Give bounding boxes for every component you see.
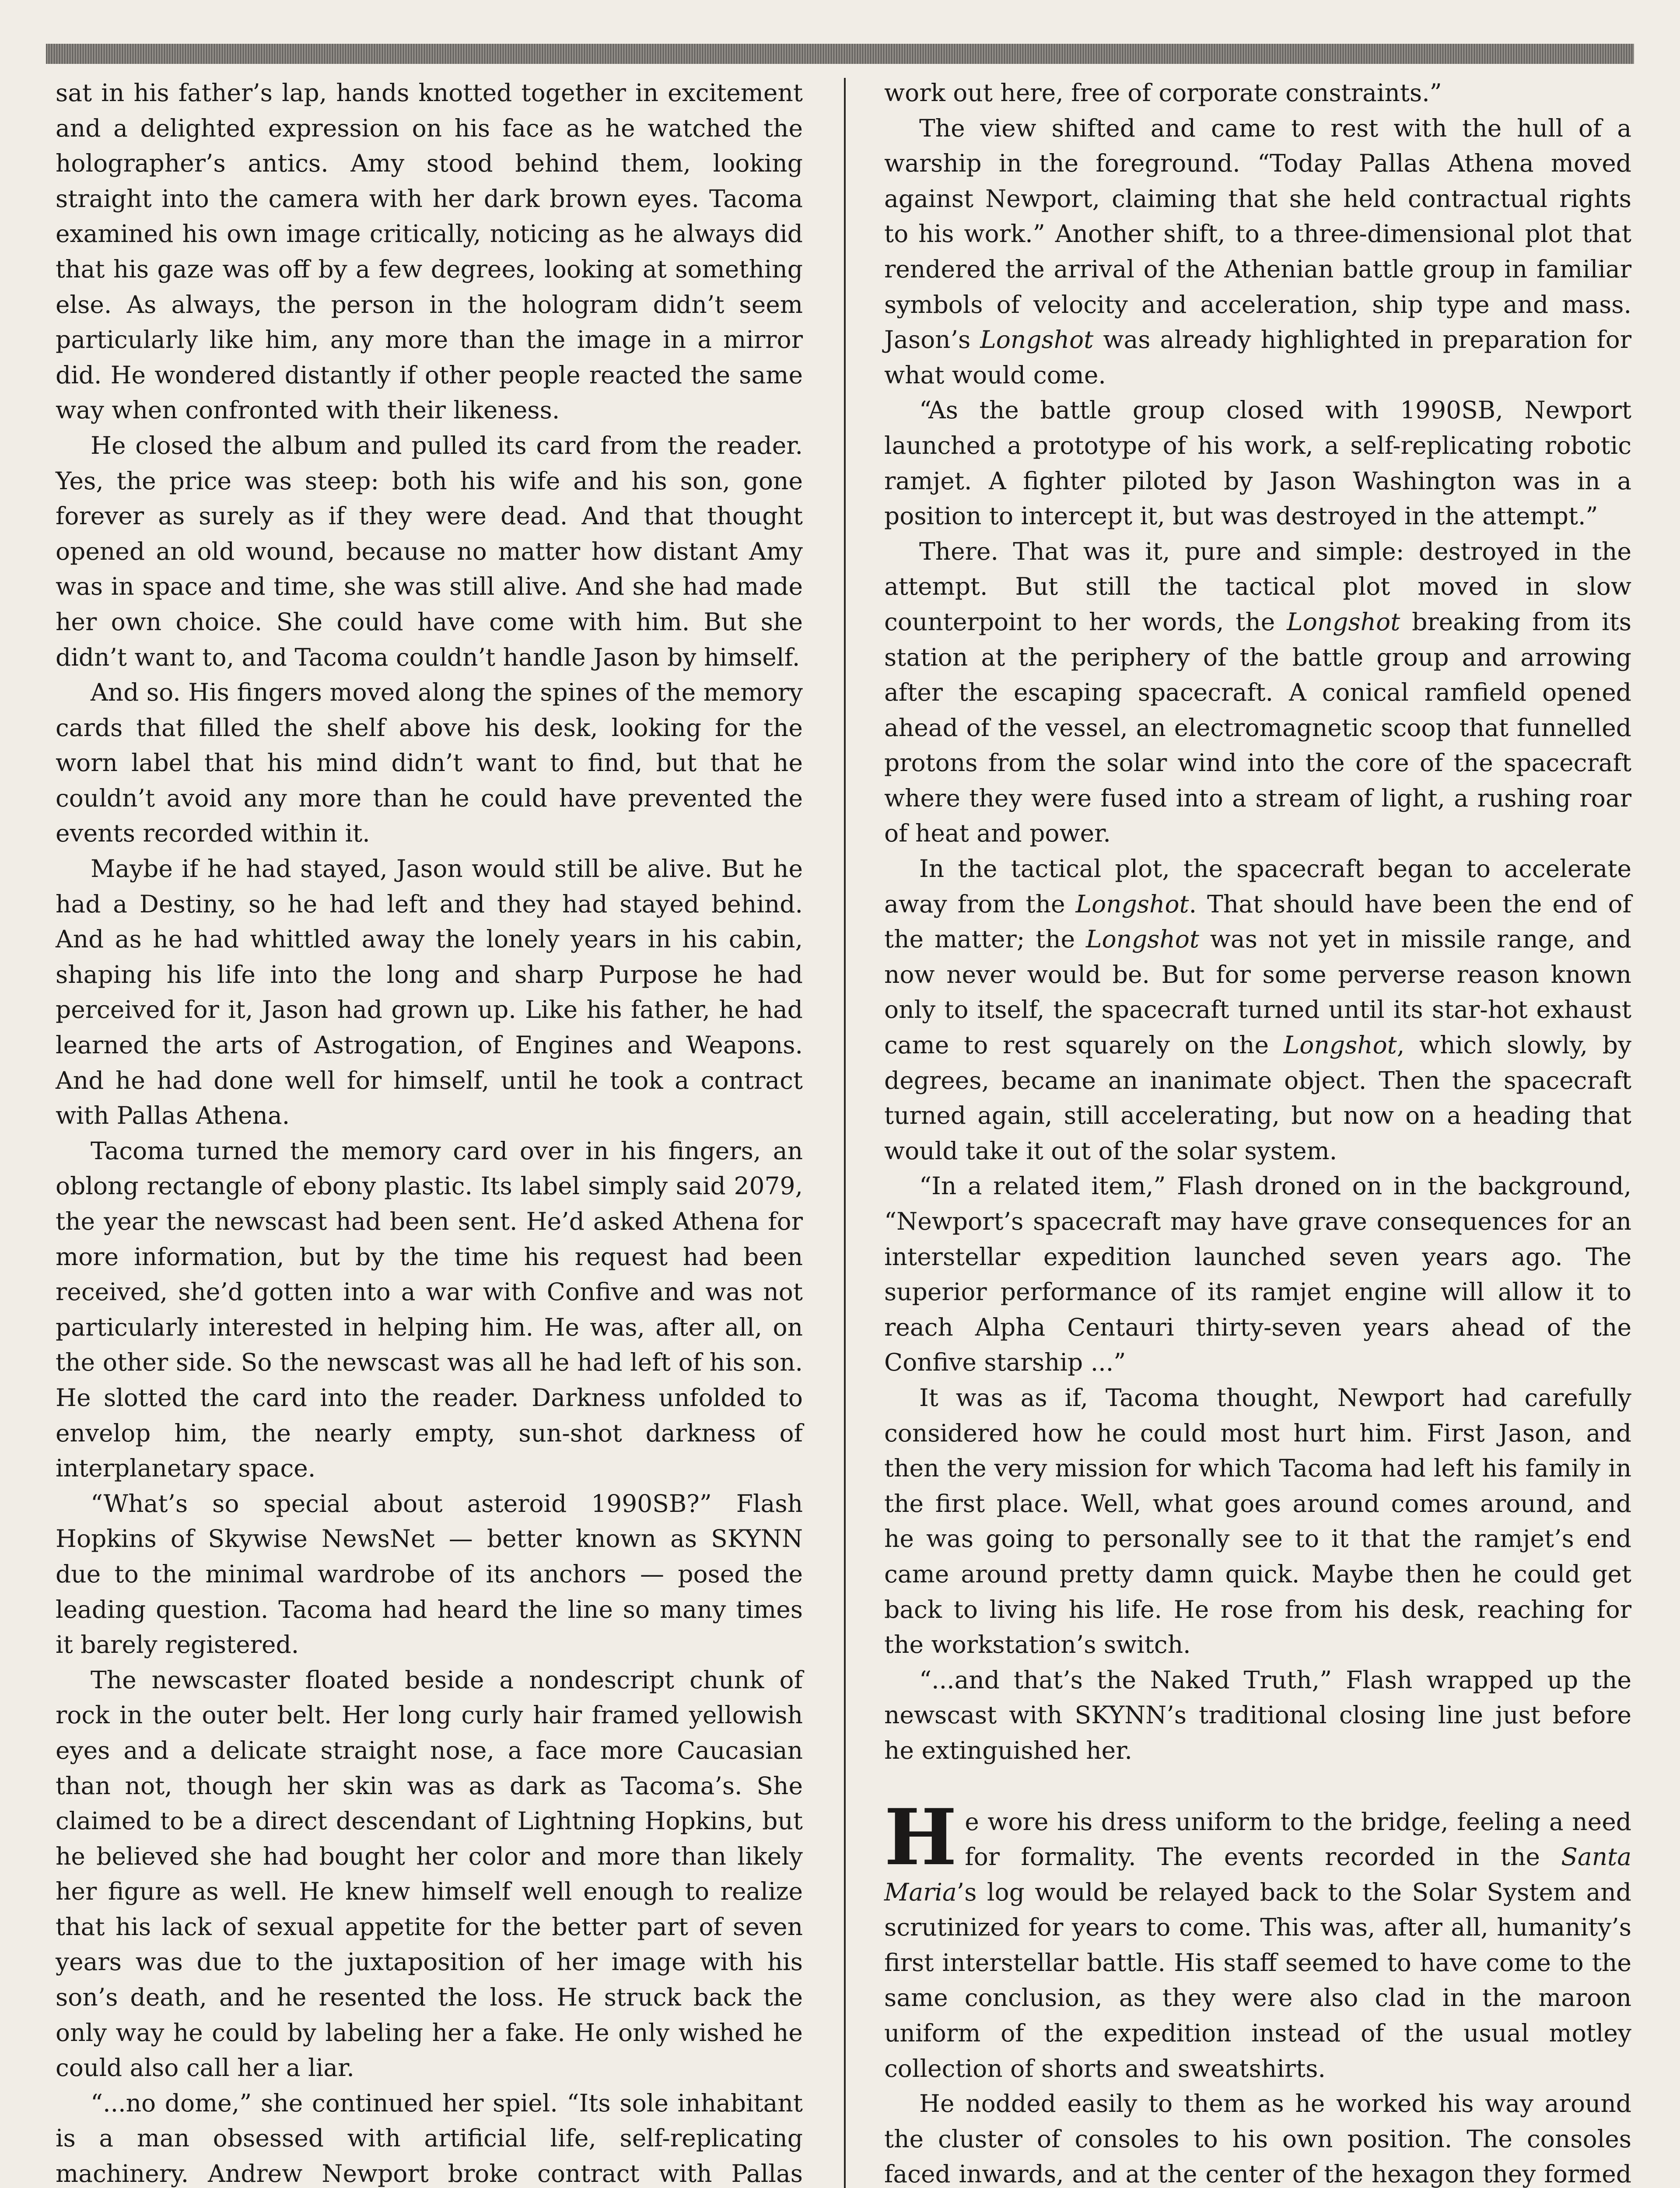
- ship-name: Longshot: [980, 326, 1094, 354]
- text-run: , which slowly, by degrees, became an inanimate object. Then the spacecraft turned again, still accelerating, but now on a heading that would take it out of the solar system.: [884, 1031, 1631, 1165]
- text-run: was already highlighted in preparation for what would come.: [884, 326, 1631, 389]
- header-rule: [46, 44, 1634, 64]
- text-run: . That should have been the end of the matter; the: [884, 890, 1631, 954]
- section-opening-paragraph: [884, 1792, 1631, 2086]
- paragraph: It was as if, Tacoma thought, Newport had carefully considered how he could most hurt him. First Jason, and then the very mission for which Tacoma had left his family in the first place. Well, what goes around comes around, and he was going to personally see to it that the ramjet’s end came around pretty damn quick. Maybe then he could get back to living his life. He rose from his desk, reaching for the workstation’s switch.: [884, 1383, 1631, 1659]
- paragraph: He nodded easily to them as he worked his way around the cluster of consoles to his own position. The consoles faced inwards, and at the center of the hexagon they formed: [884, 2090, 1631, 2188]
- paragraph: “...no dome,” she continued her spiel. “Its sole inhabitant is a man obsessed with artificial life, self-replicating machinery. Andrew Newport broke contract with Pallas: [56, 2089, 803, 2188]
- paragraph: work out here, free of corporate constraints.”: [884, 79, 1442, 107]
- drop-cap: H: [884, 1792, 957, 1883]
- text-run: was not yet in missile range, and now never would be. But for some perverse reason known only to itself, the spacecraft turned until its star-hot exhaust came to rest squarely on the: [884, 925, 1631, 1059]
- paragraph: [884, 851, 1631, 1168]
- ship-name: Longshot: [1085, 925, 1200, 954]
- text-run: There. That was it, pure and simple: destroyed in the attempt. But still the tactical plot moved in slow counterpoint to her words, the: [884, 537, 1631, 636]
- text-run: breaking from its station at the periphery of the battle group and arrowing after the escaping spacecraft. A conical ramfield opened ahead of the vessel, an electromagnetic scoop that funnelled protons from the solar wind into the core of the spacecraft where they were fused into a stream of light, a rushing roar of heat and power.: [884, 607, 1631, 848]
- paragraph: [884, 111, 1631, 393]
- paragraph: “In a related item,” Flash droned on in the background, “Newport’s spacecraft may have grave consequences for an interstellar expedition launched seven years ago. The superior performance of its ramjet engine will allow it to reach Alpha Centauri thirty-seven years ahead of the Confive starship ...”: [884, 1172, 1631, 1377]
- paragraph: And so. His fingers moved along the spines of the memory cards that filled the shelf above his desk, looking for the worn label that his mind didn’t want to find, but that he couldn’t avoid any more than he could have prevented the events recorded within it.: [56, 678, 803, 848]
- ship-name: Longshot: [1075, 890, 1189, 918]
- text-run: e wore his dress uniform to the bridge, feeling a need for formality. The events recorded in the: [965, 1807, 1631, 1871]
- paragraph: [884, 534, 1631, 851]
- text-run: In the tactical plot, the spacecraft began to accelerate away from the: [884, 855, 1631, 918]
- paragraph: “As the battle group closed with 1990SB, Newport launched a prototype of his work, a self-replicating robotic ramjet. A fighter piloted by Jason Washington was in a position to intercept it, but was destroyed in the attempt.”: [884, 396, 1631, 530]
- paragraph: “What’s so special about asteroid 1990SB?” Flash Hopkins of Skywise NewsNet — better known as SKYNN due to the minimal wardrobe of its anchors — posed the leading question. Tacoma had heard the line so many times it barely registered.: [56, 1489, 803, 1659]
- paragraph: sat in his father’s lap, hands knotted together in excitement and a delighted expression on his face as he watched the holographer’s antics. Amy stood behind them, looking straight into the camera with her dark brown eyes. Tacoma examined his own image critically, noticing as he always did that his gaze was off by a few degrees, looking at something else. As always, the person in the hologram didn’t seem particularly like him, any more than the image in a mirror did. He wondered distantly if other people reacted the same way when confronted with their likeness.: [56, 79, 803, 424]
- paragraph: “...and that’s the Naked Truth,” Flash wrapped up the newscast with SKYNN’s traditional closing line just before he extinguished her.: [884, 1666, 1631, 1764]
- column-divider: [844, 78, 846, 2188]
- paragraph: The newscaster floated beside a nondescript chunk of rock in the outer belt. Her long curly hair framed yellowish eyes and a delicate straight nose, a face more Caucasian than not, though her skin was as dark as Tacoma’s. She claimed to be a direct descendant of Lightning Hopkins, but he believed she had bought her color and more than likely her figure as well. He knew himself well enough to realize that his lack of sexual appetite for the better part of seven years was due to the juxtaposition of her image with his son’s death, and he resented the loss. He struck back the only way he could by labeling her a fake. He only wished he could also call her a liar.: [56, 1666, 803, 2082]
- text-run: The view shifted and came to rest with the hull of a warship in the foreground. “Today Pallas Athena moved against Newport, claiming that she held contractual rights to his work.” Another shift, to a three-dimensional plot that rendered the arrival of the Athenian battle group in familiar symbols of velocity and acceleration, ship type and mass. Jason’s: [884, 114, 1631, 354]
- ship-name: Longshot: [1283, 1031, 1397, 1059]
- paragraph: He closed the album and pulled its card from the reader. Yes, the price was steep: both his wife and his son, gone forever as surely as if they were dead. And that thought opened an old wound, because no matter how distant Amy was in space and time, she was still alive. And she had made her own choice. She could have come with him. But she didn’t want to, and Tacoma couldn’t handle Jason by himself.: [56, 431, 803, 671]
- text-run: ’s log would be relayed back to the Solar System and scrutinized for years to come. This was, after all, humanity’s first interstellar battle. His staff seemed to have come to the same conclusion, as they were also clad in the maroon uniform of the expedition instead of the usual motley collection of shorts and sweatshirts.: [884, 1878, 1631, 2083]
- ship-name: Santa Maria: [884, 1843, 1631, 1906]
- paragraph: Maybe if he had stayed, Jason would still be alive. But he had a Destiny, so he had left and they had stayed behind. And as he had whittled away the lonely years in his cabin, shaping his life into the long and sharp Purpose he had perceived for it, Jason had grown up. Like his father, he had learned the arts of Astrogation, of Engines and Weapons. And he had done well for himself, until he took a contract with Pallas Athena.: [56, 855, 803, 1130]
- paragraph: Tacoma turned the memory card over in his fingers, an oblong rectangle of ebony plastic. Its label simply said 2079, the year the newscast had been sent. He’d asked Athena for more information, but by the time his request had been received, she’d gotten into a war with Confive and was not particularly interested in helping him. He was, after all, on the other side. So the newscast was all he had left of his son. He slotted the card into the reader. Darkness unfolded to envelop him, the nearly empty, sun-shot darkness of interplanetary space.: [56, 1136, 803, 1483]
- ship-name: Longshot: [1287, 607, 1400, 636]
- left-column: [56, 75, 803, 2188]
- right-column: [884, 75, 1631, 2188]
